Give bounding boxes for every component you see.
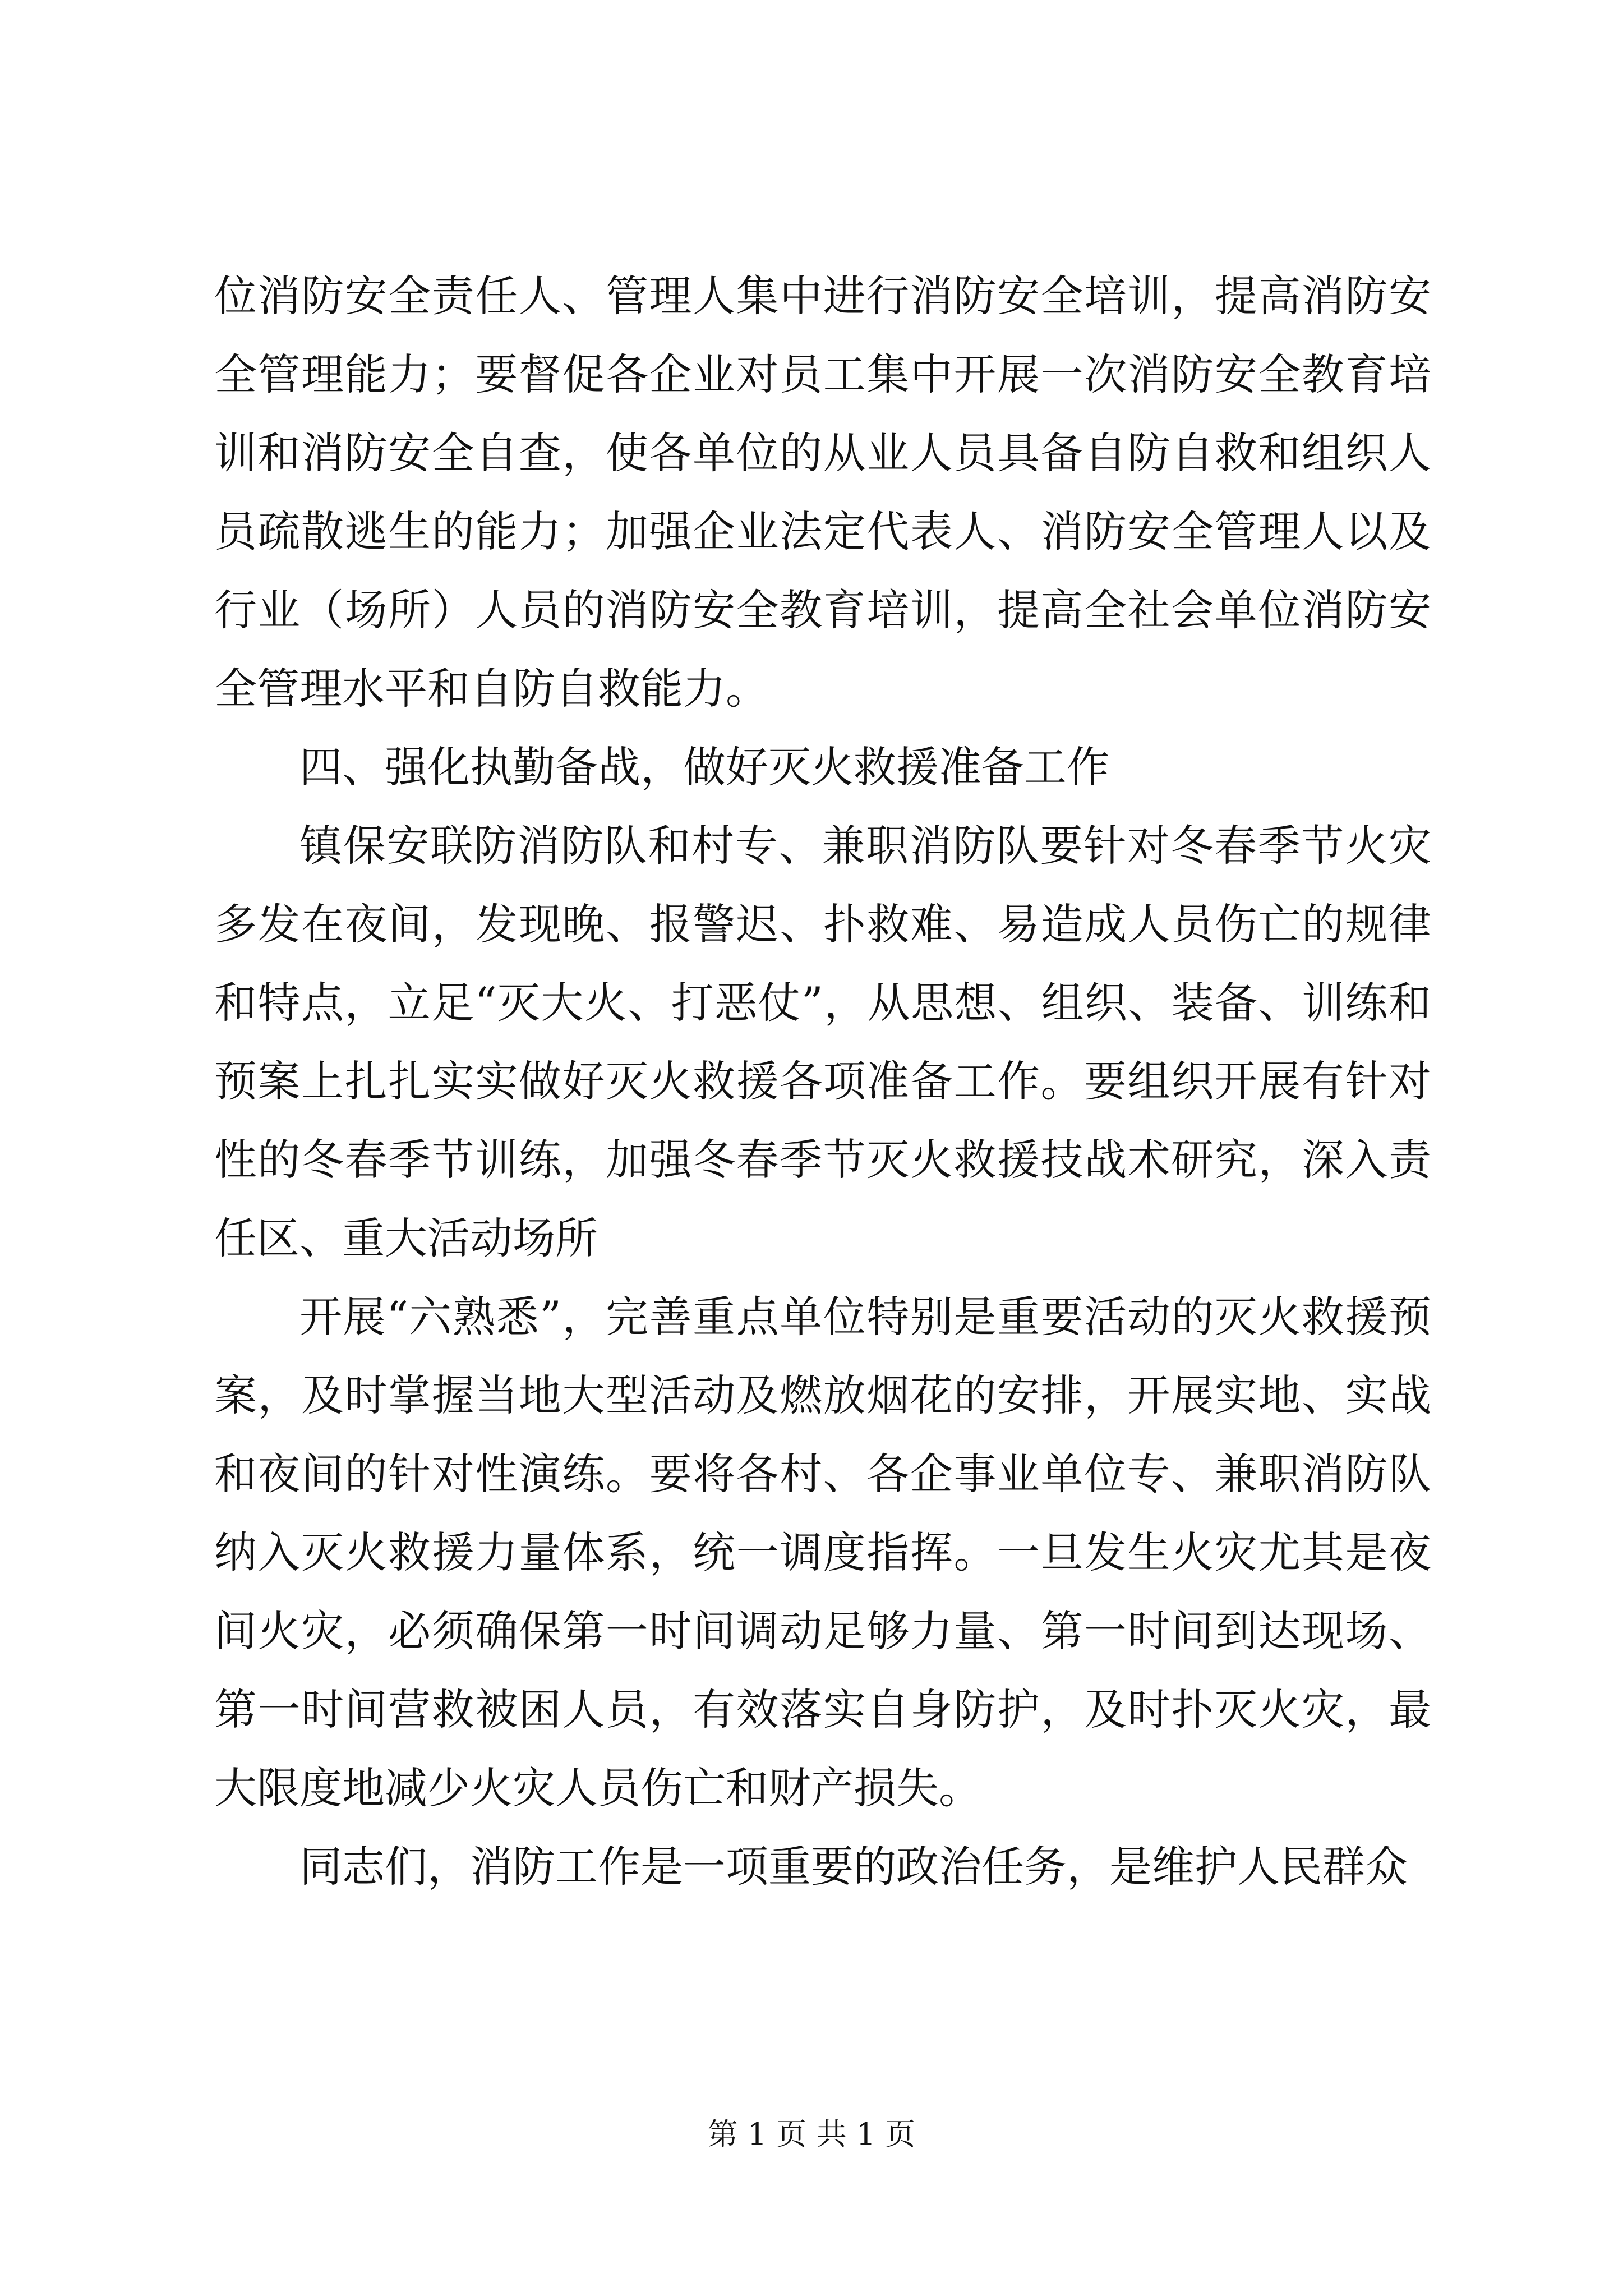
section-heading-readiness: 四、强化执勤备战，做好灭火救援准备工作 (299, 742, 1109, 792)
document-body (214, 257, 1431, 1906)
paragraph-six-familiarities: 开展“六熟悉”，完善重点单位特别是重要活动的灭火救援预案，及时掌握当地大型活动及燃放烟花的安排，开展实地、实战和夜间的针对性演练。要将各村、各企事业单位专、兼职消防队纳入灭火救援力量体系，统一调度指挥。一旦发生火灾尤其是夜间火灾，必须确保第一时间调动足够力量、第一时间到达现场、第一时间营救被困人员，有效落实自身防护，及时扑灭火灾，最大限度地减少火灾人员伤亡和财产损失。 (214, 1292, 1431, 1813)
page-footer: 第 1 页 共 1 页 (707, 2116, 916, 2152)
paragraph-training: 位消防安全责任人、管理人集中进行消防安全培训，提高消防安全管理能力；要督促各企业对员工集中开展一次消防安全教育培训和消防安全自查，使各单位的从业人员具备自防自救和组织人员疏散逃生的能力；加强企业法定代表人、消防安全管理人以及行业（场所）人员的消防安全教育培训，提高全社会单位消防安全管理水平和自防自救能力。 (214, 271, 1431, 714)
paragraph-fire-brigade: 镇保安联防消防队和村专、兼职消防队要针对冬春季节火灾多发在夜间，发现晚、报警迟、扑救难、易造成人员伤亡的规律和特点，立足“灭大火、打恶仗”，从思想、组织、装备、训练和预案上扎扎实实做好灭火救援各项准备工作。要组织开展有针对性的冬春季节训练，加强冬春季节灭火救援技战术研究，深入责任区、重大活动场所 (214, 821, 1431, 1263)
paragraph-closing: 同志们，消防工作是一项重要的政治任务，是维护人民群众 (299, 1842, 1408, 1892)
